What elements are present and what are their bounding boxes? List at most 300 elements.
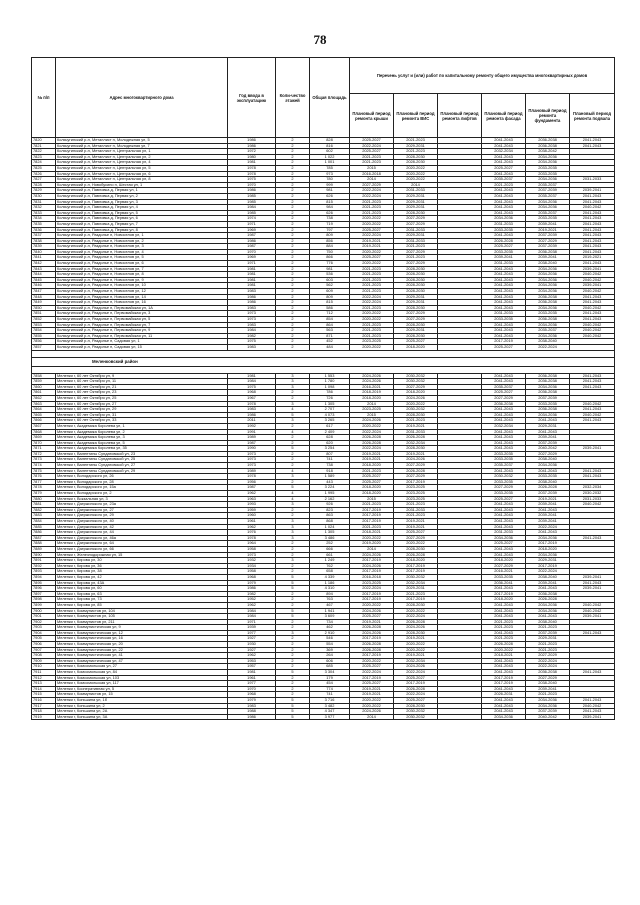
table-cell: 2035-2037 — [482, 384, 526, 390]
table-cell: 2021-2023 — [394, 244, 438, 250]
table-cell: 2026-2028 — [350, 440, 394, 446]
table-cell: 7844 — [32, 272, 56, 278]
table-cell: 2033-2035 — [482, 491, 526, 497]
table-cell: 2 — [276, 653, 310, 659]
table-cell: 1983 — [228, 344, 276, 350]
table-cell: 2019-2021 — [350, 619, 394, 625]
table-cell: 2 — [276, 289, 310, 295]
table-cell: 2038-2040 — [526, 681, 570, 687]
table-cell: 926 — [310, 502, 350, 508]
table-cell: 2033-2035 — [482, 227, 526, 233]
table-cell: 3 — [276, 630, 310, 636]
table-cell: 1961 — [228, 675, 276, 681]
table-cell: 2 — [276, 154, 310, 160]
table-cell: 2018-2020 — [350, 485, 394, 491]
table-cell: 1977 — [228, 681, 276, 687]
table-cell: 984 — [310, 205, 350, 211]
table-cell: Меленки г, Коммунистов ул, 104 — [56, 608, 228, 614]
table-cell: 462 — [310, 625, 350, 631]
table-cell: 7855 — [32, 333, 56, 339]
table-cell: 4 — [276, 429, 310, 435]
table-cell: 2018-2020 — [350, 463, 394, 469]
table-cell: 2029-2031 — [394, 199, 438, 205]
table-cell: 2034-2036 — [526, 272, 570, 278]
table-cell: 1989 — [228, 468, 276, 474]
table-cell: 2029-2031 — [394, 586, 438, 592]
table-cell: 2025-2027 — [350, 479, 394, 485]
table-cell: 2034-2036 — [526, 703, 570, 709]
table-cell: 2033-2035 — [482, 457, 526, 463]
table-cell: 2026-2028 — [394, 619, 438, 625]
table-cell: 1961 — [228, 519, 276, 525]
table-cell: 1979 — [228, 580, 276, 586]
table-cell: Кольчугинский р-н, Раздолье п, Новоселов ул, 8 — [56, 272, 228, 278]
table-cell: 2038-2040 — [526, 479, 570, 485]
table-cell: 2021-2023 — [350, 283, 394, 289]
table-cell: 2021-2023 — [350, 502, 394, 508]
table-cell: 2 707 — [310, 407, 350, 413]
table-cell: 2021-2023 — [394, 502, 438, 508]
table-cell: 2014 — [350, 177, 394, 183]
table-cell: 3 716 — [310, 698, 350, 704]
table-cell: 2027-2029 — [394, 535, 438, 541]
header-vis: Плановый период ремонта ВИС — [394, 94, 438, 138]
table-cell: 3 304 — [310, 670, 350, 676]
table-cell: 2034-2036 — [482, 535, 526, 541]
table-cell: 2029-2031 — [526, 558, 570, 564]
table-cell: 863 — [310, 513, 350, 519]
table-cell: 626 — [310, 210, 350, 216]
table-cell: Кольчугинский р-н, Раздолье п, Первомайская ул, 9 — [56, 328, 228, 334]
table-cell: Кольчугинский р-н, Раздолье п, Первомайская ул, 11 — [56, 333, 228, 339]
table-cell: 2 162 — [310, 496, 350, 502]
table-cell: 2025-2027 — [350, 138, 394, 144]
table-cell: 2022-2024 — [350, 188, 394, 194]
table-cell: 816 — [310, 143, 350, 149]
table-cell: 1973 — [228, 317, 276, 323]
table-cell: 2027-2029 — [482, 563, 526, 569]
table-cell: 7879 — [32, 491, 56, 497]
table-cell: 738 — [310, 463, 350, 469]
table-cell: 2036-2038 — [526, 249, 570, 255]
table-cell: Меленки г, Кирова ул, 30 — [56, 558, 228, 564]
table-cell: 1 001 — [310, 160, 350, 166]
table-cell: 5 — [276, 709, 310, 715]
table-cell: 2 — [276, 322, 310, 328]
table-cell: 2 — [276, 546, 310, 552]
table-cell: 2019-2021 — [350, 244, 394, 250]
table-cell: 2035-2037 — [526, 328, 570, 334]
table-cell: 2022-2024 — [394, 692, 438, 698]
table-cell: 2018-2020 — [350, 395, 394, 401]
table-cell: 2017-2019 — [350, 675, 394, 681]
table-cell: 2030-2032 — [570, 491, 615, 497]
table-cell: Меленки г, Дзержинского ул, 29 — [56, 513, 228, 519]
table-cell: 2026-2031 — [482, 692, 526, 698]
table-cell: Меленки г, Дзержинского ул, 46а — [56, 535, 228, 541]
table-cell: 2016-2021 — [350, 384, 394, 390]
table-cell: 2021-2023 — [350, 322, 394, 328]
table-cell: 2 — [276, 390, 310, 396]
table-cell: 1962 — [228, 653, 276, 659]
table-cell: 2 — [276, 255, 310, 261]
table-cell: 1960 — [228, 513, 276, 519]
table-cell: 2041-2043 — [570, 143, 615, 149]
table-cell: 2041-2043 — [482, 703, 526, 709]
table-cell: 2036-2038 — [526, 373, 570, 379]
table-cell: Меленки г, Валентины Сундатовской ул, 29 — [56, 468, 228, 474]
table-cell: 2021-2023 — [394, 418, 438, 424]
table-cell: 2027-2029 — [394, 384, 438, 390]
table-cell: 1981 — [228, 670, 276, 676]
table-cell: 2037-2039 — [526, 630, 570, 636]
table-cell: Меленки г, Коммунистическая ул, 47 — [56, 658, 228, 664]
table-cell: 2026-2028 — [350, 642, 394, 648]
table-cell: 7918 — [32, 709, 56, 715]
table-cell: 2014 — [350, 401, 394, 407]
table-cell: 2030-2032 — [394, 709, 438, 715]
table-cell: 750 — [310, 249, 350, 255]
table-cell: 606 — [310, 658, 350, 664]
table-cell: 2041-2043 — [482, 138, 526, 144]
table-cell: 2017-2019 — [350, 653, 394, 659]
table-cell: 2017-2019 — [350, 513, 394, 519]
table-cell: 2028-2030 — [394, 305, 438, 311]
table-cell: Кольчугинский р-н, Раздолье п, Садовая ул, 1 — [56, 339, 228, 345]
table-cell: 2 — [276, 138, 310, 144]
table-cell: 2021-2023 — [526, 692, 570, 698]
table-cell: 2033-2035 — [482, 249, 526, 255]
table-cell: 2 — [276, 463, 310, 469]
table-cell: Кольчугинский р-н, Павловка д, Первая ул, 6 — [56, 216, 228, 222]
table-cell: 7840 — [32, 249, 56, 255]
table-cell: 2 — [276, 602, 310, 608]
table-cell: 7845 — [32, 277, 56, 283]
table-cell: Меленки г, Коммунистов ул, 105 — [56, 614, 228, 620]
table-cell: 866 — [310, 255, 350, 261]
table-cell: 2030-2032 — [394, 407, 438, 413]
table-cell: 1927 — [228, 647, 276, 653]
table-cell: 2021-2023 — [350, 328, 394, 334]
table-cell: 2039-2041 — [570, 614, 615, 620]
table-cell: 2 — [276, 339, 310, 345]
table-cell: 809 — [310, 294, 350, 300]
table-cell: 7853 — [32, 322, 56, 328]
table-cell: 2 — [276, 177, 310, 183]
table-cell: 2027-2029 — [482, 485, 526, 491]
table-cell: 1939 — [228, 625, 276, 631]
table-cell: Кольчугинский р-н, Раздолье п, Первомайская ул, 1А — [56, 305, 228, 311]
table-cell: 2016-2018 — [350, 171, 394, 177]
table-cell: 2029-2031 — [394, 143, 438, 149]
table-cell: 2039-2041 — [526, 255, 570, 261]
table-cell: Меленки г, Академика Королева ул, 2 — [56, 429, 228, 435]
table-cell: 7911 — [32, 670, 56, 676]
table-cell: 981 — [310, 188, 350, 194]
table-cell: 666 — [310, 546, 350, 552]
table-cell: 2040-2042 — [570, 328, 615, 334]
table-cell: 1983 — [228, 305, 276, 311]
table-cell: 7904 — [32, 630, 56, 636]
table-cell: 2021-2023 — [482, 182, 526, 188]
table-cell: 2 — [276, 277, 310, 283]
table-cell: 1973 — [228, 311, 276, 317]
table-cell: 1978 — [228, 401, 276, 407]
table-cell: 1985 — [228, 199, 276, 205]
table-cell: Меленки г, Коньшина ул, 1б — [56, 698, 228, 704]
table-cell: 2038-2040 — [526, 457, 570, 463]
table-cell: 2041-2043 — [526, 614, 570, 620]
table-cell: 2021-2023 — [350, 266, 394, 272]
table-cell: 2019-2021 — [570, 255, 615, 261]
table-cell: Меленки г, Кирова ул, 73 — [56, 597, 228, 603]
table-cell: Меленки г, Дзержинского ул, 44 — [56, 530, 228, 536]
table-cell: 7907 — [32, 647, 56, 653]
table-cell: Меленки г, Комсомольская ул, 117 — [56, 681, 228, 687]
table-cell: 2017-2019 — [526, 563, 570, 569]
table-cell: 1993 — [228, 502, 276, 508]
table-cell: 2041-2043 — [482, 546, 526, 552]
table-cell: 2020-2022 — [350, 216, 394, 222]
table-cell: 5 — [276, 485, 310, 491]
table-cell: 3 — [276, 373, 310, 379]
table-cell: 734 — [310, 619, 350, 625]
table-cell: 741 — [310, 692, 350, 698]
table-cell: 2036-2041 — [482, 580, 526, 586]
table-cell: 2033-2035 — [526, 216, 570, 222]
table-cell: 586 — [310, 305, 350, 311]
table-cell: 179 — [310, 675, 350, 681]
table-cell: 2020-2022 — [350, 261, 394, 267]
table-cell: Меленки г, Коммунистов ул, 15 — [56, 692, 228, 698]
table-cell: 2021-2023 — [526, 625, 570, 631]
table-cell: 2033-2035 — [526, 311, 570, 317]
table-cell: 2034-2036 — [526, 266, 570, 272]
table-cell: 1971 — [228, 261, 276, 267]
table-cell: 609 — [310, 289, 350, 295]
table-cell: 2 — [276, 451, 310, 457]
table-cell: 2034-2036 — [526, 205, 570, 211]
table-cell: 2034-2036 — [526, 277, 570, 283]
table-cell: 7887 — [32, 535, 56, 541]
table-cell: 1984 — [228, 608, 276, 614]
table-cell: 2022-2024 — [526, 344, 570, 350]
table-cell: Меленки г, 60 лет Октября ул, 29 — [56, 407, 228, 413]
table-cell: 1983 — [228, 289, 276, 295]
table-cell: 2037-2039 — [526, 188, 570, 194]
table-cell: 7896 — [32, 586, 56, 592]
table-cell: 2021-2023 — [350, 277, 394, 283]
table-cell: 2039-2041 — [570, 714, 615, 720]
table-cell: 2021-2023 — [350, 289, 394, 295]
header-address: Адрес многоквартирного дома — [56, 58, 228, 138]
table-cell: 2036-2038 — [526, 294, 570, 300]
table-cell: 2041-2043 — [482, 300, 526, 306]
table-cell: 7893 — [32, 569, 56, 575]
table-cell: 2022-2024 — [350, 143, 394, 149]
table-cell: 3 482 — [310, 703, 350, 709]
table-cell: Меленки г, Коньшина ул, 3А — [56, 714, 228, 720]
table-cell: Меленки г, Дзержинского ул, 64 — [56, 541, 228, 547]
table-cell: 3 265 — [310, 418, 350, 424]
table-cell: 1986 — [228, 294, 276, 300]
table-cell: 1987 — [228, 244, 276, 250]
table-cell: 2041-2043 — [482, 328, 526, 334]
table-cell: Меленки г, Валентины Сундатовской ул, 27 — [56, 463, 228, 469]
table-cell: 2020-2022 — [350, 221, 394, 227]
table-cell: Кольчугинский р-н, Павловка д, Первая ул, 2 — [56, 193, 228, 199]
table-cell: 1 022 — [310, 154, 350, 160]
table-cell: 2039-2041 — [570, 188, 615, 194]
table-cell: 7883 — [32, 513, 56, 519]
table-cell: 2025-2027 — [350, 474, 394, 480]
table-cell: 7888 — [32, 541, 56, 547]
table-cell: Меленки г, Володарского ул, 28 — [56, 479, 228, 485]
table-cell: 620 — [310, 440, 350, 446]
table-cell: 2025-2027 — [394, 698, 438, 704]
table-cell: 973 — [310, 171, 350, 177]
table-cell: 719 — [310, 221, 350, 227]
table-cell: 2028-2030 — [394, 283, 438, 289]
table-cell: 1962 — [228, 524, 276, 530]
table-cell: 2034-2036 — [526, 199, 570, 205]
table-cell: 2017-2019 — [350, 591, 394, 597]
table-cell: 2017-2019 — [482, 339, 526, 345]
table-cell: 2025-2027 — [482, 541, 526, 547]
table-cell: Меленки г, Комсомольская ул, 84 — [56, 670, 228, 676]
table-cell: 2035-2037 — [526, 210, 570, 216]
table-cell: 2 — [276, 647, 310, 653]
table-cell: 2022-2024 — [526, 569, 570, 575]
table-cell: 1983 — [228, 703, 276, 709]
table-cell: Меленки г, Академика Королева ул, 5 — [56, 440, 228, 446]
table-cell: 7884 — [32, 519, 56, 525]
table-cell: 2025-2027 — [350, 227, 394, 233]
table-cell: 2034-2036 — [526, 305, 570, 311]
table-cell: 2036-2038 — [526, 591, 570, 597]
table-cell: 554 — [310, 642, 350, 648]
table-cell: 563 — [310, 328, 350, 334]
table-cell: 1985 — [228, 210, 276, 216]
table-cell: 2020-2022 — [350, 658, 394, 664]
table-cell: 3 — [276, 524, 310, 530]
table-cell: 3 224 — [310, 485, 350, 491]
table-cell: Кольчугинский р-н, Металлист п, Центральная ул, 6 — [56, 171, 228, 177]
table-cell: 2041-2043 — [570, 535, 615, 541]
table-cell: 7909 — [32, 658, 56, 664]
table-cell: 7902 — [32, 619, 56, 625]
table-cell: 2021-2023 — [350, 524, 394, 530]
table-cell: Меленки г, Володарского ул, 2 — [56, 491, 228, 497]
table-cell: 2036-2038 — [526, 143, 570, 149]
table-cell: 1989 — [228, 435, 276, 441]
table-cell: 2 — [276, 642, 310, 648]
table-cell: 2034-2036 — [526, 289, 570, 295]
table-cell: Меленки г, Коммунистическая ул, 41 — [56, 653, 228, 659]
table-cell: 1974 — [228, 216, 276, 222]
table-cell: 546 — [310, 636, 350, 642]
table-cell: 1991 — [228, 429, 276, 435]
header-foundation: Плановый период ремонта фундамента — [526, 94, 570, 138]
table-cell: 2028-2030 — [394, 412, 438, 418]
table-cell: Меленки г, Коньшина ул, 2 — [56, 703, 228, 709]
table-cell: 4 339 — [310, 574, 350, 580]
table-cell: 7908 — [32, 653, 56, 659]
table-cell: 2040-2042 — [570, 401, 615, 407]
table-cell: 726 — [310, 395, 350, 401]
table-cell: 854 — [310, 317, 350, 323]
table-cell: 7833 — [32, 210, 56, 216]
table-cell: 2018-2019 — [350, 390, 394, 396]
table-cell: Меленки г, Кооперативная ул, 5 — [56, 686, 228, 692]
table-cell: 1932 — [228, 558, 276, 564]
table-cell: Кольчугинский р-н, Раздолье п, Новоселов ул, 6 — [56, 261, 228, 267]
table-cell: 2022-2024 — [350, 193, 394, 199]
table-cell: 7823 — [32, 154, 56, 160]
table-cell: 628 — [310, 435, 350, 441]
table-cell: 2016-2018 — [350, 574, 394, 580]
table-cell: 7867 — [32, 423, 56, 429]
table-cell: 2019-2021 — [526, 227, 570, 233]
table-cell: 868 — [310, 519, 350, 525]
table-cell: 2022-2024 — [350, 300, 394, 306]
table-cell: 2022-2024 — [526, 658, 570, 664]
table-cell: 626 — [310, 193, 350, 199]
table-cell: 1986 — [228, 714, 276, 720]
table-cell: 2040-2042 — [570, 205, 615, 211]
table-cell: 2 — [276, 423, 310, 429]
table-cell: 815 — [310, 199, 350, 205]
table-cell: 2041-2043 — [570, 698, 615, 704]
table-cell: 2024-2026 — [394, 625, 438, 631]
table-cell: 1 249 — [310, 558, 350, 564]
table-cell: 2041-2043 — [526, 586, 570, 592]
table-cell: 2027-2029 — [526, 653, 570, 659]
table-cell: 2041-2043 — [482, 407, 526, 413]
table-cell: 2024-2026 — [350, 630, 394, 636]
table-cell: Кольчугинский р-н, Павловка д, Первая ул, 3 — [56, 199, 228, 205]
table-cell: 7919 — [32, 714, 56, 720]
table-cell: 2041-2043 — [482, 586, 526, 592]
table-cell: 1986 — [228, 300, 276, 306]
table-cell: 2036-2038 — [526, 390, 570, 396]
table-cell: 2 — [276, 569, 310, 575]
table-cell: 7913 — [32, 681, 56, 687]
table-cell: 2017-2019 — [350, 597, 394, 603]
table-cell: 2041-2043 — [570, 384, 615, 390]
table-cell: 2034-2036 — [526, 602, 570, 608]
table-cell: Кольчугинский р-н, Металлист п, Центральная ул, 4 — [56, 160, 228, 166]
table-cell: Меленки г, Кирова ул, 63 — [56, 591, 228, 597]
table-cell: 2018-2020 — [394, 390, 438, 396]
table-cell: 2030-2032 — [394, 373, 438, 379]
table-cell: 2025-2027 — [482, 165, 526, 171]
table-cell: 2024-2026 — [350, 608, 394, 614]
table-cell: 7892 — [32, 563, 56, 569]
table-cell: Меленки г, Валентины Сундатовской ул, 23 — [56, 451, 228, 457]
table-cell: Кольчугинский р-н, Раздолье п, Новоселов ул, 1 — [56, 233, 228, 239]
table-cell: 7877 — [32, 479, 56, 485]
table-cell: 2 — [276, 188, 310, 194]
table-cell: 2017-2019 — [394, 597, 438, 603]
table-cell: 1968 — [228, 692, 276, 698]
table-cell: 2020-2022 — [350, 249, 394, 255]
table-cell: Меленки г, Коммунистическая ул, 16 — [56, 636, 228, 642]
table-cell: 2041-2043 — [482, 440, 526, 446]
table-cell: 7847 — [32, 289, 56, 295]
table-cell: 2 — [276, 317, 310, 323]
table-cell: 7836 — [32, 227, 56, 233]
